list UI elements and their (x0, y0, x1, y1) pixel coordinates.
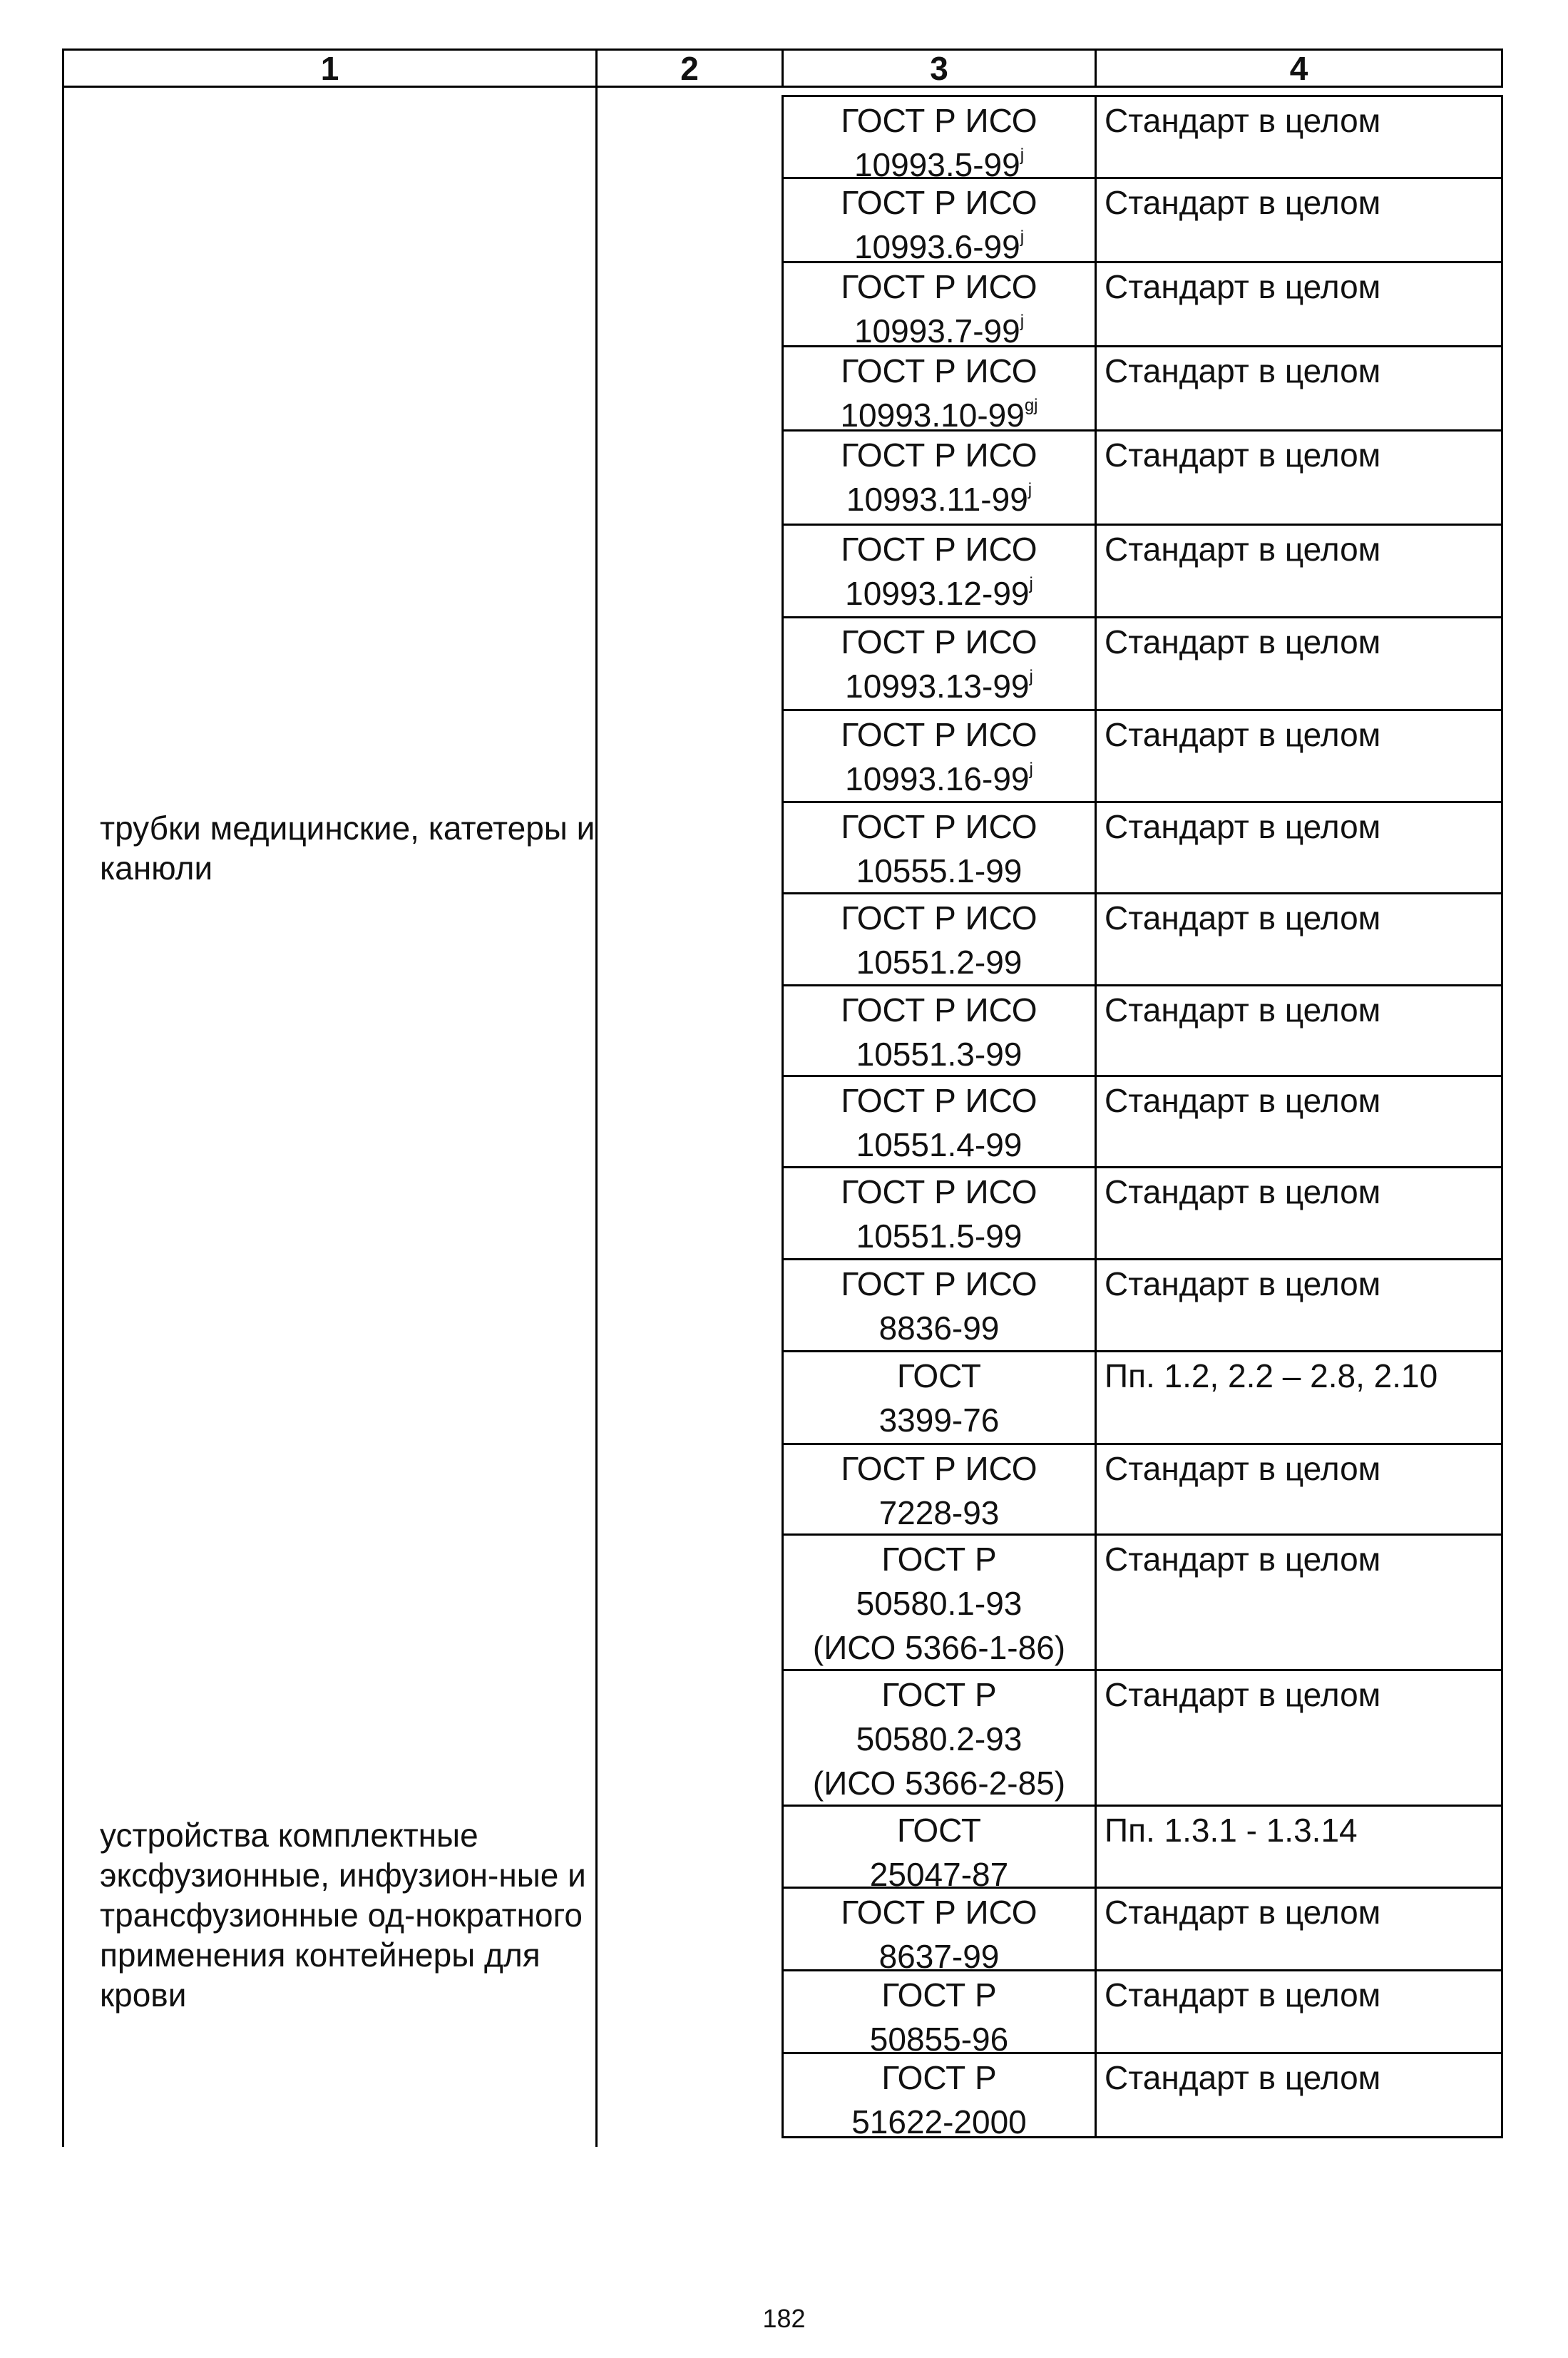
standard-code-line1: ГОСТ Р ИСО (841, 184, 1037, 221)
standard-number: 51622-2000 (851, 2103, 1027, 2140)
standard-number: 50580.2-93 (856, 1720, 1023, 1757)
applicability-cell: Стандарт в целом (1095, 1536, 1503, 1671)
standard-code-line1: ГОСТ Р ИСО (841, 531, 1037, 568)
applicability-cell: Стандарт в целом (1095, 1671, 1503, 1807)
applicability-cell: Стандарт в целом (1095, 1077, 1503, 1168)
applicability-cell: Стандарт в целом (1095, 526, 1503, 618)
description-tubes: трубки медицинские, катетеры и канюли (100, 810, 595, 887)
standard-code-line1: ГОСТ Р ИСО (841, 268, 1037, 305)
standard-number: 50855-96 (869, 2021, 1009, 2058)
standard-number: 10551.3-99 (856, 1036, 1023, 1073)
applicability-cell: Стандарт в целом (1095, 803, 1503, 894)
description-devices: устройства комплектные эксфузионные, инфузион-ные и трансфузионные од-нократного применения контейнеры для крови (100, 1817, 586, 2014)
footnote-mark: j (1020, 228, 1025, 247)
standard-number: 8637-99 (878, 1938, 1000, 1975)
standard-code-cell (782, 986, 1097, 1077)
applicability-cell: Стандарт в целом (1095, 1889, 1503, 1971)
header-col-3: 3 (782, 49, 1097, 88)
standard-number: 25047-87 (869, 1856, 1009, 1893)
standard-code-cell (782, 894, 1097, 986)
standard-code-cell (782, 711, 1097, 803)
footnote-mark: j (1029, 574, 1033, 593)
standard-code-line1: ГОСТ Р ИСО (841, 716, 1037, 753)
standard-code-line1: ГОСТ Р ИСО (841, 1450, 1037, 1487)
standard-code-line2 (784, 1491, 1095, 1535)
standard-number: 10993.12-99 (845, 575, 1030, 612)
standard-number: 10551.4-99 (856, 1126, 1023, 1163)
standard-code-line1: ГОСТ Р ИСО (841, 437, 1037, 474)
standard-code-cell (782, 263, 1097, 347)
standard-code-cell (782, 618, 1097, 711)
standard-number: 7228-93 (878, 1494, 1000, 1531)
standard-code-line2 (784, 849, 1095, 893)
standard-code-line1: ГОСТ Р ИСО (841, 1265, 1037, 1302)
standard-code-cell (782, 2054, 1097, 2138)
header-col-4: 4 (1095, 49, 1503, 88)
standard-code-line2 (784, 309, 1095, 353)
standard-code-line2 (784, 393, 1095, 437)
footnote-mark: j (1029, 667, 1033, 686)
standard-code-cell (782, 432, 1097, 526)
standard-code-line1: ГОСТ Р ИСО (841, 1894, 1037, 1931)
standard-code-cell (782, 1260, 1097, 1352)
footnote-mark: j (1020, 146, 1025, 165)
standard-code-cell (782, 1445, 1097, 1536)
standard-code-line2 (784, 1214, 1095, 1258)
applicability-cell: Стандарт в целом (1095, 986, 1503, 1077)
standard-number: 10993.10-99 (840, 397, 1025, 434)
standard-code-line1: ГОСТ Р ИСО (841, 1173, 1037, 1210)
standard-code-line1: ГОСТ Р ИСО (841, 991, 1037, 1029)
footnote-mark: gj (1024, 396, 1038, 415)
applicability-cell: Стандарт в целом (1095, 179, 1503, 263)
standard-code-line1: ГОСТ Р ИСО (841, 808, 1037, 845)
standard-code-line1: ГОСТ (897, 1812, 981, 1849)
standard-code-line1: ГОСТ Р (881, 1676, 997, 1713)
applicability-cell: Пп. 1.3.1 - 1.3.14 (1095, 1807, 1503, 1889)
standard-code-cell (782, 1077, 1097, 1168)
standard-code-line2 (784, 477, 1095, 521)
standard-number: 10993.16-99 (845, 760, 1030, 797)
applicability-cell: Стандарт в целом (1095, 95, 1503, 179)
page-number: 182 (762, 2304, 806, 2333)
standard-code-line2 (784, 2100, 1095, 2144)
standard-code-line2 (784, 225, 1095, 269)
standard-code-cell (782, 526, 1097, 618)
standard-code-cell (782, 803, 1097, 894)
standard-code-cell (782, 179, 1097, 263)
standard-code-cell (782, 1889, 1097, 1975)
applicability-cell: Стандарт в целом (1095, 1260, 1503, 1352)
standard-code-line2 (784, 571, 1095, 616)
standard-number: 3399-76 (878, 1402, 1000, 1439)
applicability-cell: Стандарт в целом (1095, 618, 1503, 711)
standard-code-line1: ГОСТ Р (881, 2059, 997, 2096)
standard-code-line1: ГОСТ Р (881, 1541, 997, 1578)
standard-code-line1: ГОСТ Р ИСО (841, 623, 1037, 660)
standard-code-line3: (ИСО 5366-2-85) (812, 1765, 1066, 1802)
standard-code-line1: ГОСТ (897, 1357, 981, 1394)
standard-code-line2 (784, 1581, 1095, 1625)
applicability-cell: Стандарт в целом (1095, 1971, 1503, 2054)
footnote-mark: j (1020, 312, 1025, 331)
standard-code-cell (782, 1807, 1097, 1893)
footnote-mark: j (1029, 760, 1033, 779)
standard-code-line2 (784, 1306, 1095, 1350)
standard-code-line1: ГОСТ Р ИСО (841, 102, 1037, 139)
standard-number: 10993.11-99 (846, 481, 1028, 518)
applicability-cell: Стандарт в целом (1095, 2054, 1503, 2138)
standard-code-line2 (784, 940, 1095, 984)
applicability-cell: Стандарт в целом (1095, 263, 1503, 347)
standard-code-line2 (784, 1123, 1095, 1167)
applicability-cell: Стандарт в целом (1095, 1445, 1503, 1536)
standard-code-cell (782, 1352, 1097, 1445)
standard-code-line1: ГОСТ Р ИСО (841, 899, 1037, 936)
standard-code-line2 (784, 1717, 1095, 1761)
standard-code-cell (782, 1971, 1097, 2058)
applicability-cell: Стандарт в целом (1095, 1168, 1503, 1260)
standard-code-cell (782, 1168, 1097, 1260)
standard-code-line2 (784, 664, 1095, 708)
standard-code-line1: ГОСТ Р ИСО (841, 1082, 1037, 1119)
applicability-cell: Стандарт в целом (1095, 347, 1503, 432)
header-col-2: 2 (595, 49, 784, 88)
standard-number: 10993.5-99 (854, 146, 1020, 183)
standard-code-line2 (784, 757, 1095, 801)
col1-left-rule (62, 88, 64, 2147)
standard-number: 10993.6-99 (854, 228, 1020, 265)
standard-code-line2 (784, 1398, 1095, 1442)
standard-number: 10993.7-99 (854, 312, 1020, 349)
applicability-cell: Стандарт в целом (1095, 432, 1503, 526)
standard-code-cell (782, 1671, 1097, 1807)
standard-number: 10551.2-99 (856, 944, 1023, 981)
applicability-cell: Стандарт в целом (1095, 894, 1503, 986)
applicability-cell: Стандарт в целом (1095, 711, 1503, 803)
standard-number: 8836-99 (878, 1310, 1000, 1347)
standard-code-line3: (ИСО 5366-1-86) (812, 1629, 1066, 1666)
standard-code-line2 (784, 1032, 1095, 1076)
header-col-1: 1 (62, 49, 598, 88)
standard-number: 10993.13-99 (845, 668, 1030, 705)
standard-code-cell (782, 347, 1097, 432)
footnote-mark: j (1028, 480, 1032, 499)
standard-code-cell (782, 95, 1097, 183)
standard-code-line1: ГОСТ Р ИСО (841, 352, 1037, 389)
standard-number: 50580.1-93 (856, 1585, 1023, 1622)
standard-number: 10551.5-99 (856, 1218, 1023, 1255)
standard-number: 10555.1-99 (856, 852, 1023, 889)
applicability-cell: Пп. 1.2, 2.2 – 2.8, 2.10 (1095, 1352, 1503, 1445)
standard-code-line1: ГОСТ Р (881, 1976, 997, 2014)
standard-code-cell (782, 1536, 1097, 1671)
